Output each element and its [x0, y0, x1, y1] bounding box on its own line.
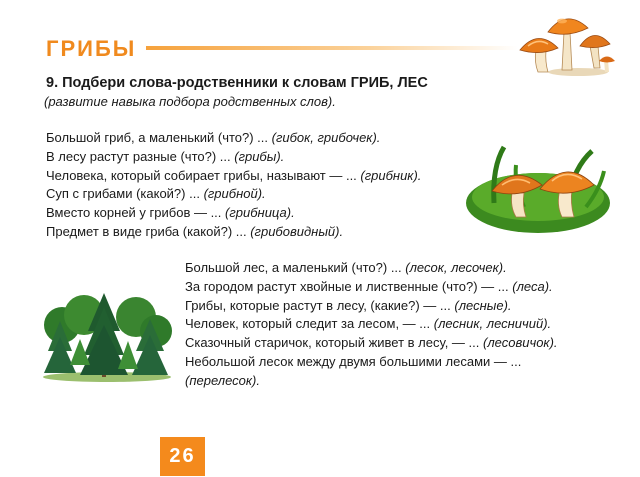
exercise-line: Большой гриб, а маленький (что?) ... (гибок, грибочек).	[46, 130, 381, 145]
header-rule	[146, 46, 518, 50]
exercise-line: В лесу растут разные (что?) ... (грибы).	[46, 148, 285, 164]
exercise-line: Грибы, которые растут в лесу, (какие?) — ... (лесные).	[185, 297, 512, 313]
page-number-badge: 26	[160, 437, 205, 476]
mushroom-exercise-list	[46, 129, 421, 242]
exercise-line: Сказочный старичок, который живет в лесу, — ... (лесовичок).	[185, 335, 558, 351]
exercise-line: За городом растут хвойные и лиственные (что?) — ... (леса).	[185, 278, 553, 294]
forest-icon	[40, 285, 174, 383]
header-title: ГРИБЫ	[46, 36, 137, 61]
exercise-line: Предмет в виде гриба (какой?) ... (грибовидный).	[46, 223, 344, 239]
exercise-line: Человек, который следит за лесом, — ... (лесник, лесничий).	[185, 316, 552, 332]
exercise-line: Небольшой лесок между двумя большими лесами — ...	[185, 353, 522, 369]
exercise-line: (перелесок).	[185, 372, 260, 388]
exercise-line: Человека, который собирает грибы, называют — ... (грибник).	[46, 167, 422, 183]
mushrooms-icon	[512, 6, 616, 78]
forest-exercise-list	[185, 259, 558, 391]
task-subtitle: (развитие навыка подбора родственных слов).	[44, 94, 336, 109]
exercise-line: Вместо корней у грибов — ... (грибница).	[46, 205, 295, 221]
mushroom-scene-icon	[464, 137, 612, 235]
exercise-line: Суп с грибами (какой?) ... (грибной).	[46, 186, 266, 202]
task-title: 9. Подбери слова-родственники к словам ГРИБ, ЛЕС	[46, 75, 428, 91]
exercise-line: Большой лес, а маленький (что?) ... (лесок, лесочек).	[185, 260, 507, 275]
